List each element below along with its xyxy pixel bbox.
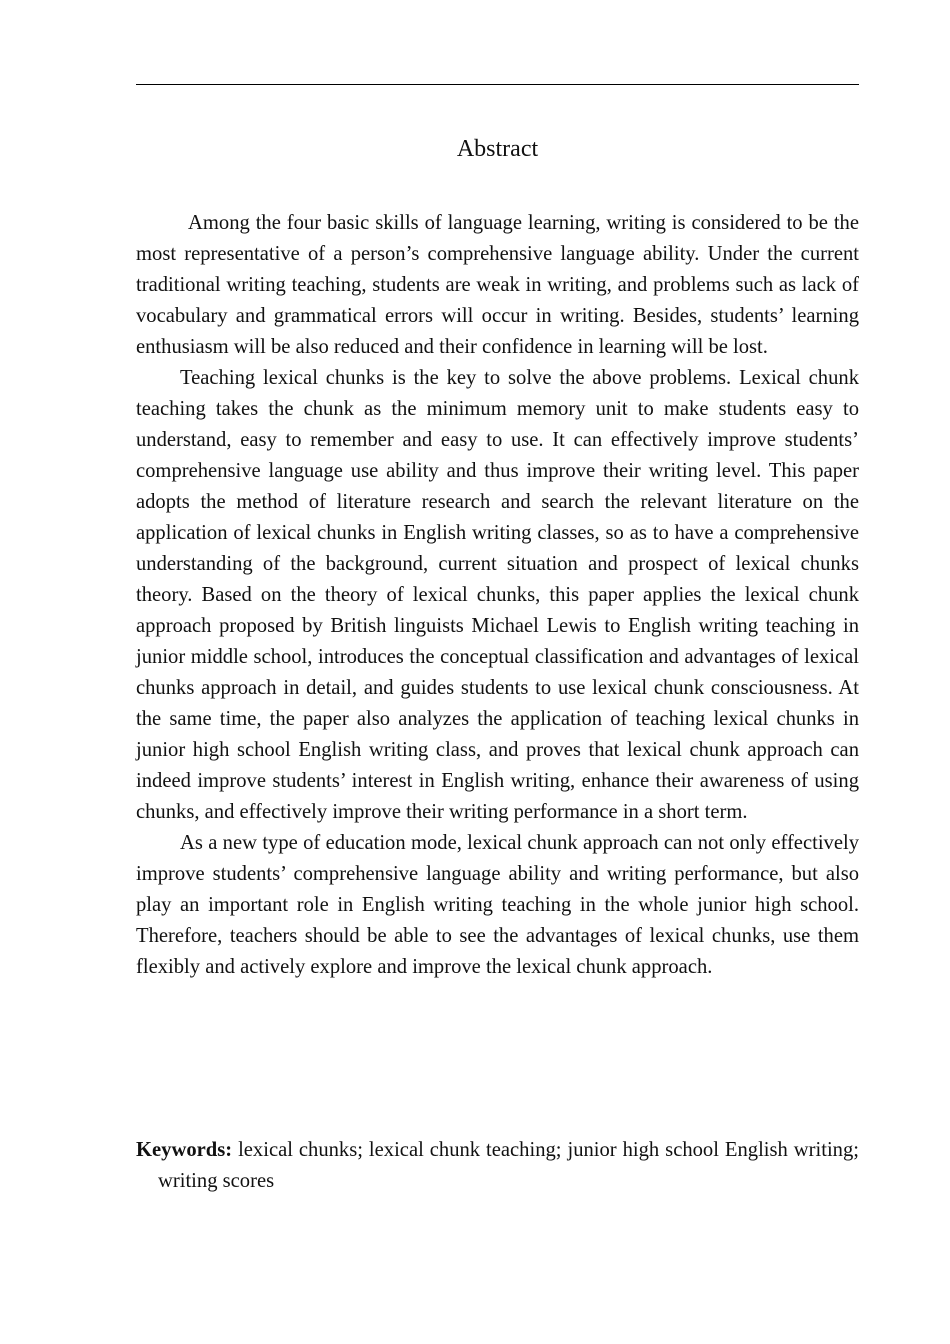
abstract-paragraph-2: Teaching lexical chunks is the key to solve the above problems. Lexical chunk teaching takes the chunk as the minimum memory unit to make students easy to understand, easy to remember and easy to use. It can effectively improve students’ comprehensive language use ability and thus improve their writing level. This paper adopts the method of literature research and search the relevant literature on the application of lexical chunks in English writing classes, so as to have a comprehensive understanding of the background, current situation and prospect of lexical chunks theory. Based on the theory of lexical chunks, this paper applies the lexical chunk approach proposed by British linguists Michael Lewis to English writing teaching in junior middle school, introduces the conceptual classification and advantages of lexical chunks approach in detail, and guides students to use lexical chunk consciousness. At the same time, the paper also analyzes the application of teaching lexical chunks in junior high school English writing class, and proves that lexical chunk approach can indeed improve students’ interest in English writing, enhance their awareness of using chunks, and effectively improve their writing performance in a short term. <box>136 367 859 823</box>
abstract-paragraph-1: Among the four basic skills of language learning, writing is considered to be the most representative of a person’s comprehensive language ability. Under the current traditional writing teaching, students are weak in writing, and problems such as lack of vocabulary and grammatical errors will occur in writing. Besides, students’ learning enthusiasm will be also reduced and their confidence in learning will be lost. <box>136 212 859 358</box>
abstract-body <box>136 208 859 983</box>
keywords-label: Keywords: <box>136 1139 233 1161</box>
keywords-text: lexical chunks; lexical chunk teaching; junior high school English writing; writing scores <box>158 1139 859 1192</box>
abstract-title: Abstract <box>456 136 539 162</box>
abstract-paragraph-3: As a new type of education mode, lexical chunk approach can not only effectively improve students’ comprehensive language ability and writing performance, but also play an important role in English writing teaching in the whole junior high school. Therefore, teachers should be able to see the advantages of lexical chunks, use them flexibly and actively explore and improve the lexical chunk approach. <box>136 832 859 978</box>
header-rule <box>136 84 859 85</box>
keywords-line <box>136 1135 859 1197</box>
